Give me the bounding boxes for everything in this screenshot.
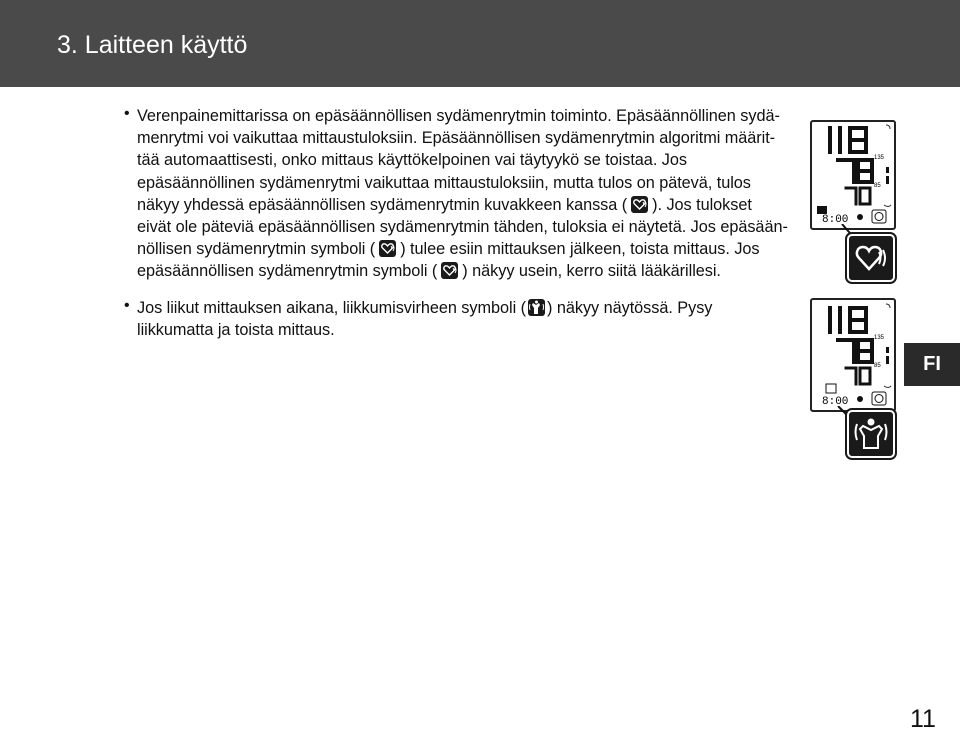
text-segment: näkyy yhdessä epäsäännöllisen sydämenrytmin kuvakkeen kanssa ( <box>137 195 628 214</box>
text-line: epäsäännöllinen sydämenrytmi vaikuttaa mittaustuloksiin, mutta tulos on pätevä, tulos <box>137 173 751 192</box>
page-header <box>0 0 960 87</box>
bullet-dot: • <box>124 105 130 122</box>
text-line: Verenpainemittarissa on epäsäännöllisen sydämenrytmin toiminto. Epäsäännöllinen sydä- <box>137 107 780 125</box>
text-line <box>137 194 788 216</box>
text-segment: ) tulee esiin mittauksen jälkeen, toista mittaus. Jos <box>400 240 760 259</box>
text-line <box>137 260 788 282</box>
section-title: 3. Laitteen käyttö <box>57 31 248 59</box>
bullet-dot: • <box>124 297 130 314</box>
scale-low-label: 85 <box>874 363 881 369</box>
irregular-heartbeat-icon <box>441 262 458 279</box>
text-line <box>137 297 712 319</box>
body-movement-icon <box>528 299 545 316</box>
text-segment: ). Jos tulokset <box>652 195 752 214</box>
text-segment: nöllisen sydämenrytmin symboli ( <box>137 240 376 259</box>
page-number: 11 <box>910 705 936 733</box>
irregular-heartbeat-icon <box>847 234 895 282</box>
time-readout: 8:00 <box>822 214 849 226</box>
monitor-display-movement <box>810 298 896 412</box>
text-segment: epäsäännöllisen sydämenrytmin symboli ( <box>137 262 438 281</box>
scale-high-label: 135 <box>874 335 885 341</box>
text-line: eivät ole päteviä epäsäännöllisen sydämenrytmin tähden, tuloksia ei näytetä. Jos epäsään- <box>137 217 788 236</box>
time-readout: 8:00 <box>822 396 849 408</box>
text-segment: ) näkyy usein, kerro siitä lääkärillesi. <box>462 262 721 281</box>
monitor-display-irregular <box>810 120 896 230</box>
scale-high-label: 135 <box>874 155 885 161</box>
text-segment: Jos liikut mittauksen aikana, liikkumisvirheen symboli ( <box>137 299 526 317</box>
text-line <box>137 238 788 260</box>
scale-low-label: 85 <box>874 183 881 189</box>
irregular-heartbeat-icon <box>379 240 396 257</box>
irregular-heartbeat-icon <box>631 196 648 213</box>
text-segment: ) näkyy näytössä. Pysy <box>547 299 713 317</box>
language-tab: FI <box>904 343 960 386</box>
text-line: tää automaattisesti, onko mittaus käyttökelpoinen vai täytyykö se toistaa. Jos <box>137 151 687 170</box>
text-line: menrytmi voi vaikuttaa mittaustuloksiin. Epäsäännöllisen sydämenrytmin algoritmi määrit- <box>137 129 776 148</box>
text-line: liikkumatta ja toista mittaus. <box>137 321 335 340</box>
body-movement-icon <box>847 410 895 458</box>
